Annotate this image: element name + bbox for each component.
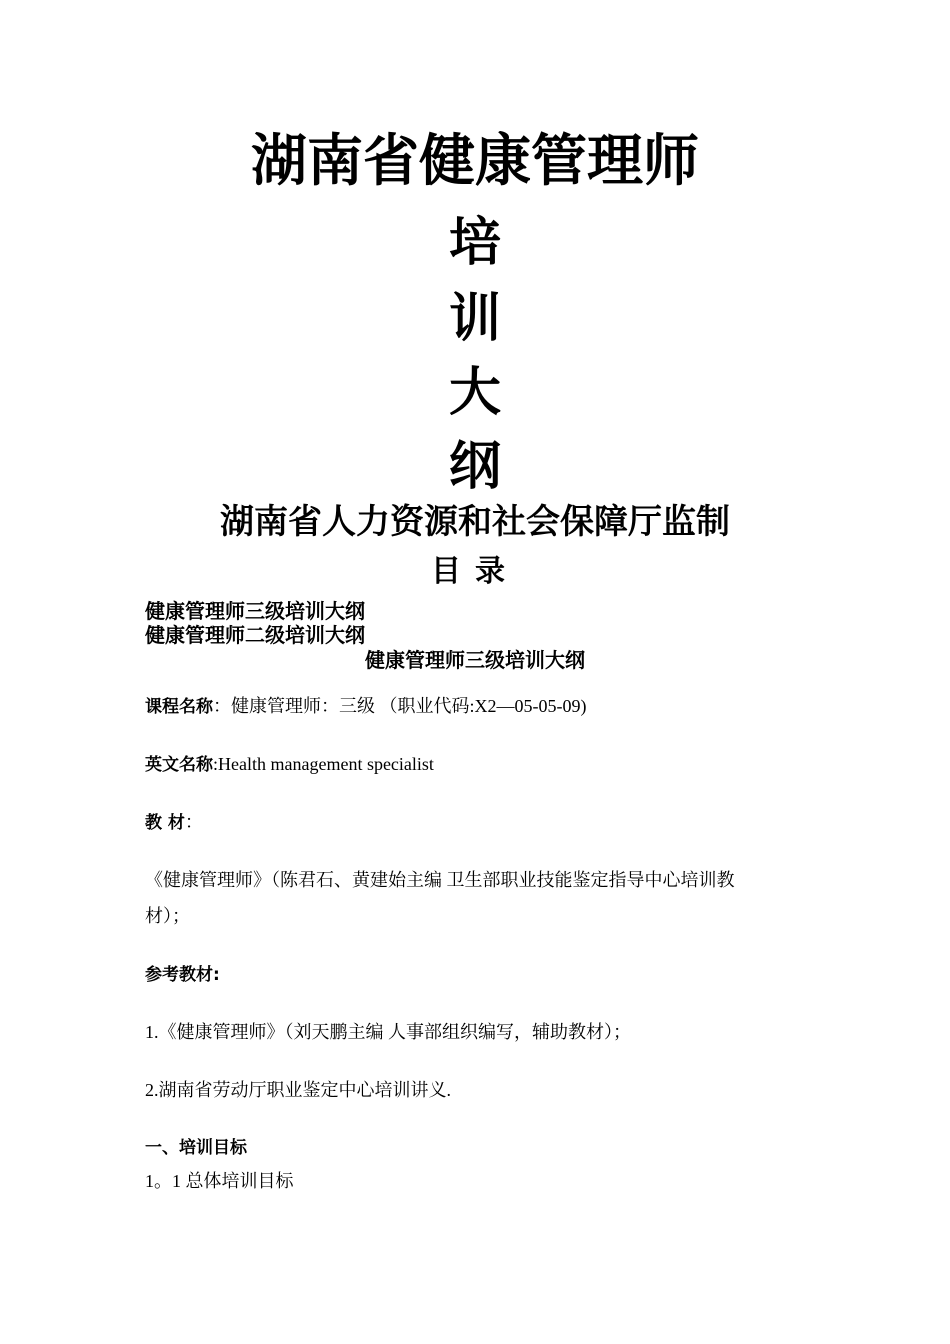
course-name-label: 课程名称 — [145, 697, 213, 717]
english-name-value: :Health management specialist — [213, 754, 434, 774]
document-title: 湖南省健康管理师 — [251, 129, 699, 194]
toc-item-level3[interactable]: 健康管理师三级培训大纲 — [145, 599, 365, 623]
course-name-value: ：健康管理师：三级 （职业代码:X2—05-05-09) — [213, 696, 587, 716]
english-name-label: 英文名称 — [145, 755, 213, 775]
training-goal-subheading: 1。1 总体培训目标 — [145, 1171, 294, 1191]
toc-title: 目录 — [431, 554, 519, 589]
title-char-2: 训 — [448, 289, 501, 349]
english-name-line — [145, 746, 805, 783]
title-char-4: 纲 — [448, 437, 501, 497]
toc-item-level2[interactable]: 健康管理师二级培训大纲 — [145, 623, 365, 647]
reference-label-line — [145, 956, 805, 993]
section-heading: 健康管理师三级培训大纲 — [365, 648, 585, 672]
title-char-1: 培 — [448, 213, 501, 273]
issuer-line: 湖南省人力资源和社会保障厅监制 — [220, 502, 730, 542]
reference-item-2: 2.湖南省劳动厅职业鉴定中心培训讲义. — [145, 1080, 451, 1100]
textbook-line-2: 材）； — [145, 906, 190, 926]
textbook-line-1: 《健康管理师》（陈君石、黄建始主编 卫生部职业技能鉴定指导中心培训教 — [145, 870, 735, 890]
textbook-colon: ： — [184, 812, 203, 832]
textbook-line — [145, 804, 805, 841]
title-char-3: 大 — [448, 363, 501, 423]
reference-item-1: 1.《健康管理师》（刘天鹏主编 人事部组织编写，辅助教材）； — [145, 1022, 631, 1042]
textbook-label: 教 材 — [145, 813, 185, 833]
training-goal-heading: 一、培训目标 — [145, 1138, 247, 1158]
course-name-line — [145, 688, 805, 725]
reference-label: 参考教材: — [145, 965, 220, 985]
